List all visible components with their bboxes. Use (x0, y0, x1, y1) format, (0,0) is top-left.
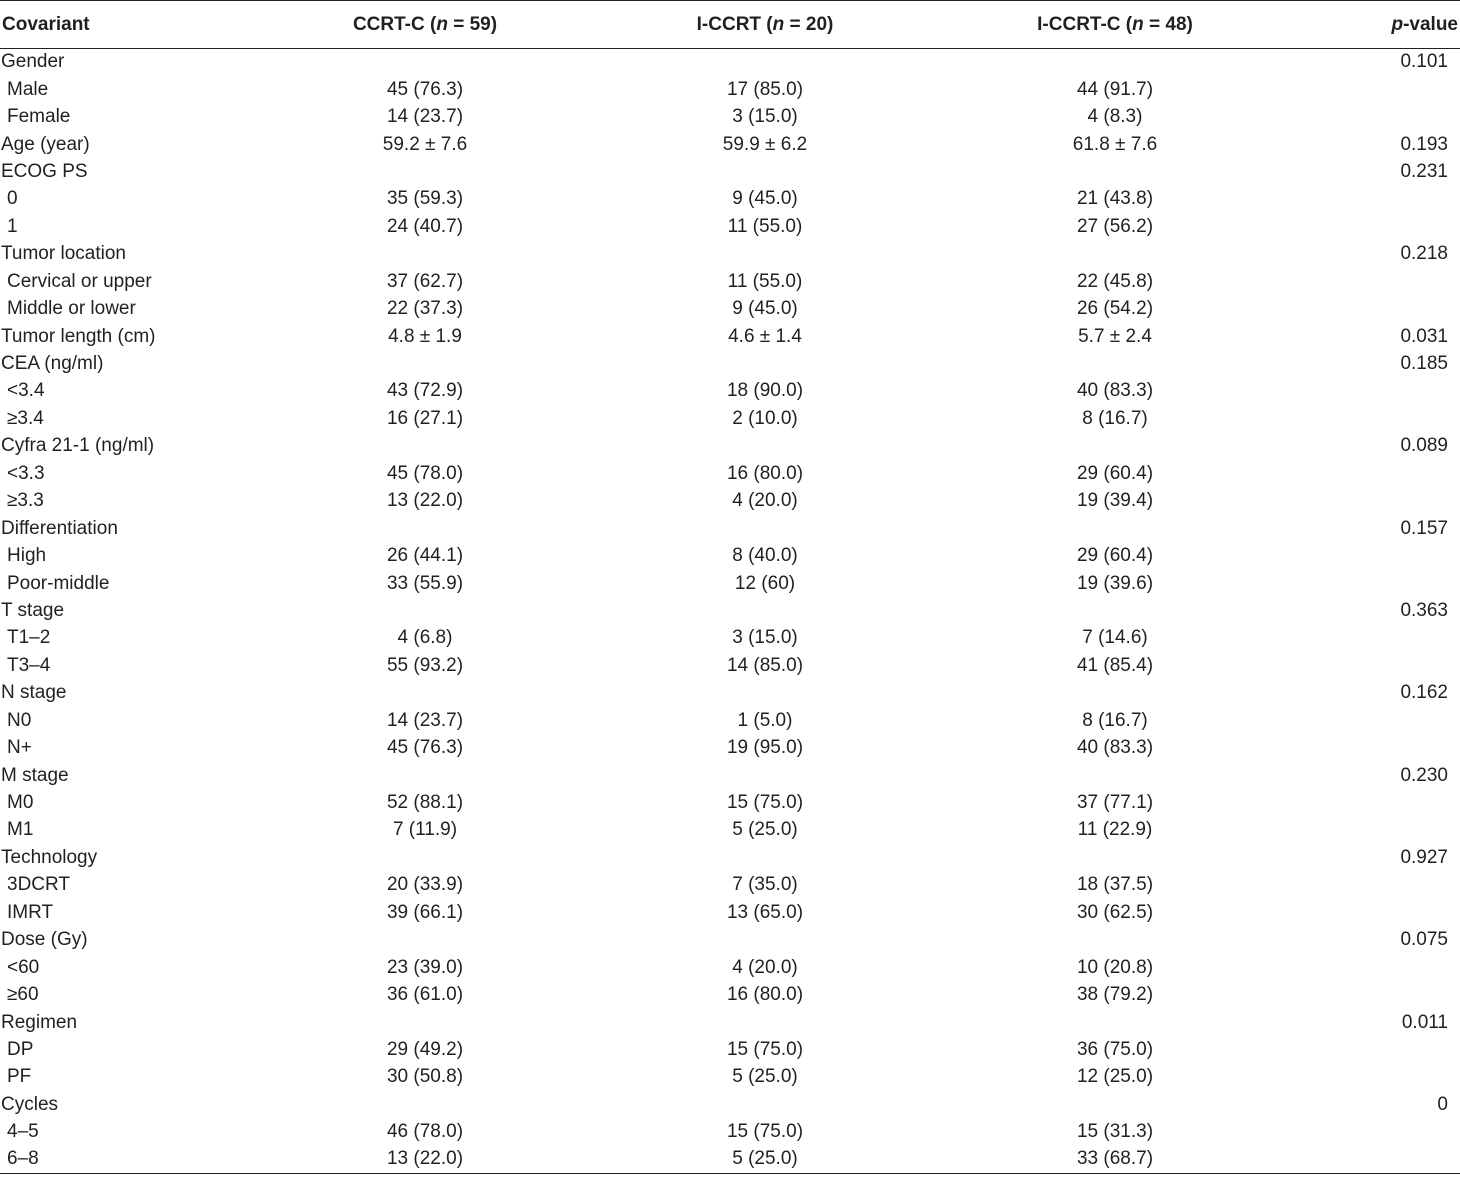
cell-i-ccrt: 15 (75.0) (726, 1121, 804, 1143)
table-row (0, 927, 1460, 954)
cell-ccrt-c: 39 (66.1) (386, 901, 464, 923)
cell-ccrt-c (260, 844, 590, 871)
cell-i-ccrt-c (940, 844, 1290, 871)
cell-p-value (1290, 268, 1460, 295)
cell-ccrt-c: 7 (11.9) (392, 819, 458, 841)
row-sublabel: N+ (7, 737, 32, 759)
header-ccrt-c: CCRT-C (n = 59) (260, 1, 590, 49)
cell-i-ccrt: 11 (55.0) (727, 215, 803, 237)
row-label: Tumor length (cm) (1, 325, 156, 347)
cell-p-value (1290, 707, 1460, 734)
table-row (0, 268, 1460, 295)
cell-p-value (1290, 899, 1460, 926)
header-p-value: p-value (1290, 1, 1460, 49)
cell-ccrt-c: 14 (23.7) (386, 709, 464, 731)
table-header (0, 1, 1460, 49)
cell-i-ccrt (590, 158, 940, 185)
table-row (0, 213, 1460, 240)
cell-p-value: 0.011 (1401, 1011, 1448, 1033)
table-row (0, 1091, 1460, 1118)
cell-i-ccrt (590, 1009, 940, 1036)
table-row (0, 488, 1460, 515)
table-row (0, 1146, 1460, 1173)
row-label: N stage (1, 682, 67, 704)
table-row (0, 542, 1460, 569)
cell-p-value (1290, 542, 1460, 569)
table-row (0, 350, 1460, 377)
row-label: Differentiation (1, 517, 118, 539)
row-sublabel: ≥60 (7, 984, 39, 1006)
cell-ccrt-c (260, 433, 590, 460)
cell-p-value: 0 (1437, 1093, 1448, 1115)
cell-i-ccrt-c (940, 927, 1290, 954)
cell-i-ccrt-c: 19 (39.6) (1076, 572, 1154, 594)
header-row (0, 1, 1460, 49)
table-row (0, 899, 1460, 926)
cell-ccrt-c: 45 (76.3) (386, 737, 464, 759)
cell-ccrt-c: 45 (76.3) (386, 78, 464, 100)
cell-i-ccrt-c: 40 (83.3) (1076, 737, 1154, 759)
cell-p-value (1290, 734, 1460, 761)
cell-p-value (1290, 488, 1460, 515)
cell-i-ccrt-c (940, 433, 1290, 460)
cell-i-ccrt: 8 (40.0) (732, 545, 798, 567)
table-row (0, 323, 1460, 350)
table-row (0, 597, 1460, 624)
cell-ccrt-c: 55 (93.2) (386, 654, 464, 676)
table-row (0, 872, 1460, 899)
row-label: CEA (ng/ml) (1, 353, 104, 375)
table-row (0, 103, 1460, 130)
row-label: Regimen (1, 1011, 78, 1033)
cell-ccrt-c: 13 (22.0) (260, 1146, 590, 1173)
cell-i-ccrt-c (940, 762, 1290, 789)
cell-i-ccrt (590, 1091, 940, 1118)
header-i-ccrt-c: I-CCRT-C (n = 48) (940, 1, 1290, 49)
cell-i-ccrt: 2 (10.0) (732, 407, 798, 429)
cell-i-ccrt: 16 (80.0) (726, 984, 804, 1006)
cell-p-value (1290, 625, 1460, 652)
row-label: Cyfra 21-1 (ng/ml) (1, 435, 155, 457)
table-row (0, 817, 1460, 844)
cell-i-ccrt: 5 (25.0) (732, 1066, 798, 1088)
cell-i-ccrt-c: 19 (39.4) (1076, 490, 1154, 512)
cell-ccrt-c: 45 (78.0) (386, 462, 464, 484)
row-sublabel: M1 (7, 819, 34, 841)
row-sublabel: High (7, 545, 47, 567)
cell-ccrt-c: 37 (62.7) (386, 270, 464, 292)
cell-p-value: 0.193 (1400, 133, 1448, 155)
cell-ccrt-c (260, 597, 590, 624)
cell-ccrt-c: 4.8 ± 1.9 (388, 325, 462, 347)
cell-ccrt-c: 24 (40.7) (386, 215, 464, 237)
table-row (0, 433, 1460, 460)
row-sublabel: M0 (7, 792, 34, 814)
table-row (0, 954, 1460, 981)
cell-i-ccrt: 17 (85.0) (726, 78, 804, 100)
row-label: Technology (1, 846, 98, 868)
cell-i-ccrt: 4 (20.0) (732, 490, 798, 512)
table-row (0, 844, 1460, 871)
cell-p-value: 0.927 (1400, 846, 1448, 868)
cell-i-ccrt-c: 61.8 ± 7.6 (1072, 133, 1158, 155)
cell-ccrt-c (260, 158, 590, 185)
cell-i-ccrt-c: 10 (20.8) (1076, 956, 1154, 978)
table-row (0, 295, 1460, 322)
row-sublabel: 0 (7, 188, 18, 210)
cell-i-ccrt-c: 33 (68.7) (940, 1146, 1290, 1173)
table-row (0, 515, 1460, 542)
table-row (0, 241, 1460, 268)
cell-p-value: 0.031 (1400, 325, 1448, 347)
cell-ccrt-c (260, 680, 590, 707)
cell-ccrt-c (260, 762, 590, 789)
cell-i-ccrt (590, 515, 940, 542)
cell-i-ccrt (590, 597, 940, 624)
row-sublabel: Male (7, 78, 49, 100)
cell-i-ccrt-c: 15 (31.3) (1076, 1121, 1154, 1143)
cell-i-ccrt-c: 30 (62.5) (1076, 901, 1154, 923)
table-body (0, 49, 1460, 1174)
cell-p-value (1290, 460, 1460, 487)
cell-ccrt-c (260, 1091, 590, 1118)
cell-i-ccrt-c: 18 (37.5) (1076, 874, 1154, 896)
table-row (0, 570, 1460, 597)
cell-i-ccrt (590, 350, 940, 377)
cell-ccrt-c: 23 (39.0) (386, 956, 464, 978)
row-sublabel: 3DCRT (7, 874, 70, 896)
cell-i-ccrt-c: 29 (60.4) (1076, 545, 1154, 567)
cell-i-ccrt (590, 49, 940, 76)
cell-p-value (1290, 1119, 1460, 1146)
cell-p-value: 0.218 (1400, 243, 1448, 265)
cell-i-ccrt-c (940, 1009, 1290, 1036)
cell-p-value: 0.363 (1400, 599, 1448, 621)
cell-ccrt-c (260, 241, 590, 268)
cell-ccrt-c: 20 (33.9) (386, 874, 464, 896)
cell-p-value (1290, 1146, 1460, 1173)
cell-i-ccrt: 16 (80.0) (726, 462, 804, 484)
header-covariant: Covariant (0, 1, 260, 49)
row-label: T stage (1, 599, 65, 621)
table-row (0, 981, 1460, 1008)
row-label: ECOG PS (1, 160, 88, 182)
cell-p-value (1290, 570, 1460, 597)
cell-i-ccrt: 14 (85.0) (726, 654, 804, 676)
cell-p-value (1290, 186, 1460, 213)
table-row (0, 49, 1460, 76)
cell-i-ccrt-c (940, 350, 1290, 377)
cell-p-value (1290, 378, 1460, 405)
row-sublabel: IMRT (7, 901, 54, 923)
cell-ccrt-c (260, 350, 590, 377)
cell-i-ccrt-c: 8 (16.7) (1082, 709, 1148, 731)
cell-ccrt-c: 26 (44.1) (386, 545, 464, 567)
cell-i-ccrt (590, 762, 940, 789)
cell-ccrt-c: 36 (61.0) (386, 984, 464, 1006)
cell-i-ccrt-c: 37 (77.1) (1076, 792, 1154, 814)
table-row (0, 131, 1460, 158)
row-sublabel: T1–2 (7, 627, 51, 649)
cell-i-ccrt: 7 (35.0) (732, 874, 798, 896)
cell-i-ccrt-c: 7 (14.6) (1082, 627, 1148, 649)
table-row (0, 734, 1460, 761)
cell-i-ccrt: 13 (65.0) (726, 901, 804, 923)
cell-i-ccrt: 59.9 ± 6.2 (722, 133, 808, 155)
cell-ccrt-c: 33 (55.9) (386, 572, 464, 594)
cell-i-ccrt: 5 (25.0) (590, 1146, 940, 1173)
row-label: Age (year) (1, 133, 90, 155)
row-label: Tumor location (1, 243, 126, 265)
cell-i-ccrt-c: 5.7 ± 2.4 (1078, 325, 1152, 347)
cell-p-value (1290, 405, 1460, 432)
cell-i-ccrt-c: 41 (85.4) (1076, 654, 1154, 676)
cell-i-ccrt: 9 (45.0) (732, 188, 798, 210)
cell-p-value (1290, 652, 1460, 679)
cell-i-ccrt: 4.6 ± 1.4 (728, 325, 802, 347)
row-sublabel: PF (7, 1066, 32, 1088)
table-row (0, 460, 1460, 487)
cell-p-value (1290, 789, 1460, 816)
cell-p-value (1290, 103, 1460, 130)
cell-i-ccrt-c (940, 49, 1290, 76)
row-sublabel: N0 (7, 709, 32, 731)
cell-i-ccrt (590, 844, 940, 871)
row-sublabel: <3.3 (7, 462, 45, 484)
row-sublabel: 1 (7, 215, 18, 237)
cell-ccrt-c (260, 515, 590, 542)
row-sublabel: ≥3.3 (7, 490, 44, 512)
cell-i-ccrt-c: 8 (16.7) (1082, 407, 1148, 429)
cell-ccrt-c: 13 (22.0) (386, 490, 464, 512)
table-row (0, 680, 1460, 707)
header-i-ccrt: I-CCRT (n = 20) (590, 1, 940, 49)
cell-p-value: 0.101 (1400, 51, 1448, 73)
table-row (0, 1009, 1460, 1036)
cell-ccrt-c (260, 1009, 590, 1036)
cell-i-ccrt: 1 (5.0) (737, 709, 793, 731)
cell-i-ccrt: 5 (25.0) (732, 819, 798, 841)
row-sublabel: Cervical or upper (7, 270, 152, 292)
row-label: Gender (1, 51, 65, 73)
table-row (0, 652, 1460, 679)
cell-i-ccrt: 4 (20.0) (732, 956, 798, 978)
cell-p-value (1290, 1064, 1460, 1091)
cell-i-ccrt-c: 11 (22.9) (1077, 819, 1153, 841)
cell-ccrt-c: 29 (49.2) (386, 1038, 464, 1060)
table-row (0, 158, 1460, 185)
cell-p-value: 0.231 (1400, 160, 1448, 182)
cell-p-value (1290, 1036, 1460, 1063)
table-row (0, 625, 1460, 652)
cell-p-value: 0.230 (1400, 764, 1448, 786)
cell-p-value (1290, 954, 1460, 981)
cell-ccrt-c: 22 (37.3) (386, 298, 464, 320)
cell-i-ccrt: 19 (95.0) (726, 737, 804, 759)
cell-i-ccrt: 18 (90.0) (726, 380, 804, 402)
cell-p-value (1290, 872, 1460, 899)
cell-ccrt-c: 52 (88.1) (386, 792, 464, 814)
cell-i-ccrt (590, 433, 940, 460)
row-label: Dose (Gy) (1, 929, 88, 951)
table-row (0, 186, 1460, 213)
table-row (0, 1064, 1460, 1091)
cell-ccrt-c: 59.2 ± 7.6 (382, 133, 468, 155)
cell-i-ccrt-c: 27 (56.2) (1076, 215, 1154, 237)
row-sublabel: Poor-middle (7, 572, 110, 594)
cell-p-value (1290, 817, 1460, 844)
cell-i-ccrt-c: 21 (43.8) (1076, 188, 1154, 210)
cell-i-ccrt (590, 241, 940, 268)
cell-i-ccrt-c: 4 (8.3) (1087, 106, 1143, 128)
cell-i-ccrt: 15 (75.0) (726, 1038, 804, 1060)
cell-i-ccrt: 15 (75.0) (726, 792, 804, 814)
cell-i-ccrt-c: 40 (83.3) (1076, 380, 1154, 402)
cell-i-ccrt-c (940, 241, 1290, 268)
cell-i-ccrt-c: 36 (75.0) (1076, 1038, 1154, 1060)
cell-ccrt-c: 43 (72.9) (386, 380, 464, 402)
cell-i-ccrt (590, 680, 940, 707)
cell-i-ccrt: 3 (15.0) (732, 627, 798, 649)
cell-ccrt-c (260, 49, 590, 76)
row-sublabel: 4–5 (7, 1121, 39, 1143)
cell-p-value (1290, 981, 1460, 1008)
row-sublabel: <60 (7, 956, 40, 978)
cell-ccrt-c (260, 927, 590, 954)
cell-p-value: 0.157 (1400, 517, 1448, 539)
cell-i-ccrt-c (940, 515, 1290, 542)
cell-i-ccrt-c: 38 (79.2) (1076, 984, 1154, 1006)
cell-i-ccrt-c (940, 158, 1290, 185)
cell-ccrt-c: 30 (50.8) (386, 1066, 464, 1088)
cell-i-ccrt-c: 12 (25.0) (1076, 1066, 1154, 1088)
table-row (0, 76, 1460, 103)
table-row (0, 1036, 1460, 1063)
row-sublabel: ≥3.4 (7, 407, 44, 429)
cell-i-ccrt: 3 (15.0) (732, 106, 798, 128)
cell-i-ccrt-c: 29 (60.4) (1076, 462, 1154, 484)
cell-i-ccrt-c (940, 597, 1290, 624)
cell-i-ccrt: 12 (60) (734, 572, 796, 594)
cell-p-value (1290, 213, 1460, 240)
cell-p-value: 0.089 (1400, 435, 1448, 457)
table-row (0, 789, 1460, 816)
cell-i-ccrt-c: 22 (45.8) (1076, 270, 1154, 292)
row-label: Cycles (1, 1093, 59, 1115)
table-row (0, 405, 1460, 432)
cell-p-value (1290, 76, 1460, 103)
row-sublabel: Female (7, 106, 71, 128)
row-sublabel: 6–8 (0, 1146, 260, 1173)
row-sublabel: T3–4 (7, 654, 51, 676)
cell-ccrt-c: 4 (6.8) (397, 627, 453, 649)
cell-i-ccrt: 11 (55.0) (727, 270, 803, 292)
row-sublabel: DP (7, 1038, 34, 1060)
cell-p-value: 0.185 (1400, 353, 1448, 375)
table-row (0, 762, 1460, 789)
table-row (0, 378, 1460, 405)
cell-i-ccrt-c (940, 680, 1290, 707)
cell-p-value (1290, 295, 1460, 322)
cell-i-ccrt-c: 44 (91.7) (1076, 78, 1154, 100)
cell-ccrt-c: 14 (23.7) (386, 106, 464, 128)
cell-i-ccrt (590, 927, 940, 954)
table-row (0, 707, 1460, 734)
cell-ccrt-c: 16 (27.1) (386, 407, 464, 429)
cell-i-ccrt-c (940, 1091, 1290, 1118)
cell-ccrt-c: 46 (78.0) (386, 1121, 464, 1143)
cell-ccrt-c: 35 (59.3) (386, 188, 464, 210)
row-sublabel: Middle or lower (7, 298, 136, 320)
row-label: M stage (1, 764, 69, 786)
cell-p-value: 0.162 (1400, 682, 1448, 704)
cell-i-ccrt-c: 26 (54.2) (1076, 298, 1154, 320)
cell-p-value: 0.075 (1400, 929, 1448, 951)
row-sublabel: <3.4 (7, 380, 45, 402)
cell-i-ccrt: 9 (45.0) (732, 298, 798, 320)
table-row (0, 1119, 1460, 1146)
